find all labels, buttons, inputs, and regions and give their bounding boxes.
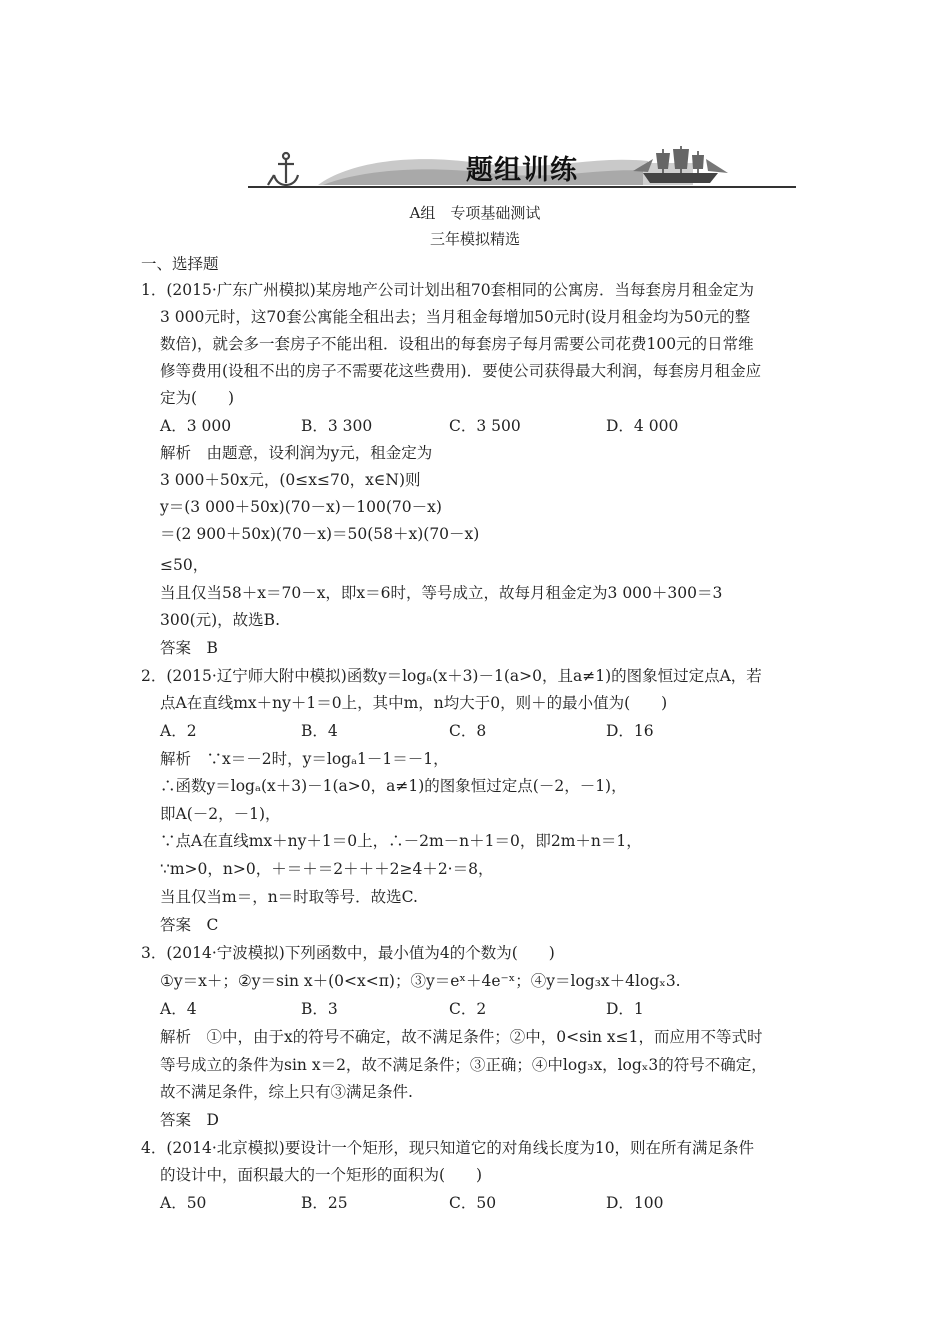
option-d: D．1 bbox=[606, 1000, 644, 1018]
analysis-text: 当且仅当58＋x＝70－x，即x＝6时，等号成立，故每月租金定为3 000＋300＝3 bbox=[160, 584, 723, 602]
question-text: 定为( ) bbox=[160, 389, 235, 407]
options-row bbox=[160, 1193, 720, 1213]
answer-text: 答案 B bbox=[160, 639, 218, 657]
analysis-text: 即A(－2，－1)， bbox=[160, 805, 281, 823]
question-text: 2．(2015·辽宁师大附中模拟)函数y＝logₐ(x＋3)－1(a>0，且a≠1)的图象恒过定点A，若 bbox=[141, 667, 762, 685]
option-d: D．16 bbox=[606, 722, 654, 740]
answer-text: 答案 D bbox=[160, 1111, 219, 1129]
option-a: A．4 bbox=[160, 1000, 197, 1018]
question-text: 3 000元时，这70套公寓能全租出去；当月租金每增加50元时(设月租金均为50元的整 bbox=[160, 308, 751, 326]
option-b: B．3 300 bbox=[301, 417, 373, 435]
question-text: 修等费用(设租不出的房子不需要花这些费用)．要使公司获得最大利润，每套房月租金应 bbox=[160, 362, 762, 380]
option-c: C．50 bbox=[449, 1194, 497, 1212]
analysis-text: ≤50， bbox=[160, 556, 209, 574]
banner-title: 题组训练 bbox=[466, 155, 578, 186]
analysis-text: ∴函数y＝logₐ(x＋3)－1(a>0，a≠1)的图象恒过定点(－2，－1)， bbox=[160, 777, 627, 795]
analysis-text: ∵m>0，n>0，＋＝＋＝2＋＋＋2≥4＋2·＝8， bbox=[160, 860, 494, 878]
question-text: 1．(2015·广东广州模拟)某房地产公司计划出租70套相同的公寓房．当每套房月租金定为 bbox=[141, 281, 755, 299]
analysis-text: 解析 ①中，由于x的符号不确定，故不满足条件；②中，0<sin x≤1，而应用不等式时 bbox=[160, 1028, 763, 1046]
question-text: 数倍)，就会多一套房子不能出租．设租出的每套房子每月需要公司花费100元的日常维 bbox=[160, 335, 754, 353]
section-heading: 一、选择题 bbox=[141, 255, 219, 273]
option-d: D．4 000 bbox=[606, 417, 679, 435]
analysis-text: 300(元)，故选B. bbox=[160, 611, 280, 629]
analysis-text: 解析 由题意，设利润为y元，租金定为 bbox=[160, 444, 433, 462]
options-row bbox=[160, 416, 720, 436]
options-row bbox=[160, 999, 720, 1019]
option-c: C．8 bbox=[449, 722, 487, 740]
question-text: 4．(2014·北京模拟)要设计一个矩形，现只知道它的对角线长度为10，则在所有满足条件 bbox=[141, 1139, 755, 1157]
subsection-title: 三年模拟精选 bbox=[429, 230, 520, 248]
analysis-text: y＝(3 000＋50x)(70－x)－100(70－x) bbox=[160, 498, 442, 516]
answer-text: 答案 C bbox=[160, 916, 219, 934]
analysis-text: 当且仅当m＝，n＝时取等号．故选C. bbox=[160, 888, 418, 906]
option-d: D．100 bbox=[606, 1194, 664, 1212]
analysis-text: 解析 ∵x＝－2时，y＝logₐ1－1＝－1， bbox=[160, 750, 449, 768]
analysis-text: 等号成立的条件为sin x＝2，故不满足条件；③正确；④中log₃x，logₓ3的符号不确定， bbox=[160, 1056, 767, 1074]
option-a: A．2 bbox=[160, 722, 197, 740]
question-text: ①y＝x＋；②y＝sin x＋(0<x<π)；③y＝eˣ＋4e⁻ˣ；④y＝log₃x＋4logₓ3. bbox=[160, 972, 681, 990]
analysis-text: ∵点A在直线mx＋ny＋1＝0上，∴－2m－n＋1＝0，即2m＋n＝1， bbox=[160, 832, 642, 850]
option-c: C．3 500 bbox=[449, 417, 521, 435]
group-title: A组 专项基础测试 bbox=[409, 204, 541, 222]
section-banner bbox=[248, 145, 796, 195]
option-b: B．3 bbox=[301, 1000, 338, 1018]
question-text: 的设计中，面积最大的一个矩形的面积为( ) bbox=[160, 1166, 483, 1184]
question-text: 点A在直线mx＋ny＋1＝0上，其中m，n均大于0，则＋的最小值为( ) bbox=[160, 694, 668, 712]
option-b: B．25 bbox=[301, 1194, 348, 1212]
question-text: 3．(2014·宁波模拟)下列函数中，最小值为4的个数为( ) bbox=[141, 944, 555, 962]
option-a: A．50 bbox=[160, 1194, 207, 1212]
analysis-text: ＝(2 900＋50x)(70－x)＝50(58＋x)(70－x) bbox=[160, 525, 480, 543]
option-c: C．2 bbox=[449, 1000, 487, 1018]
options-row bbox=[160, 721, 720, 741]
option-b: B．4 bbox=[301, 722, 338, 740]
analysis-text: 3 000＋50x元，(0≤x≤70，x∈N)则 bbox=[160, 471, 421, 489]
option-a: A．3 000 bbox=[160, 417, 232, 435]
analysis-text: 故不满足条件，综上只有③满足条件. bbox=[160, 1083, 413, 1101]
